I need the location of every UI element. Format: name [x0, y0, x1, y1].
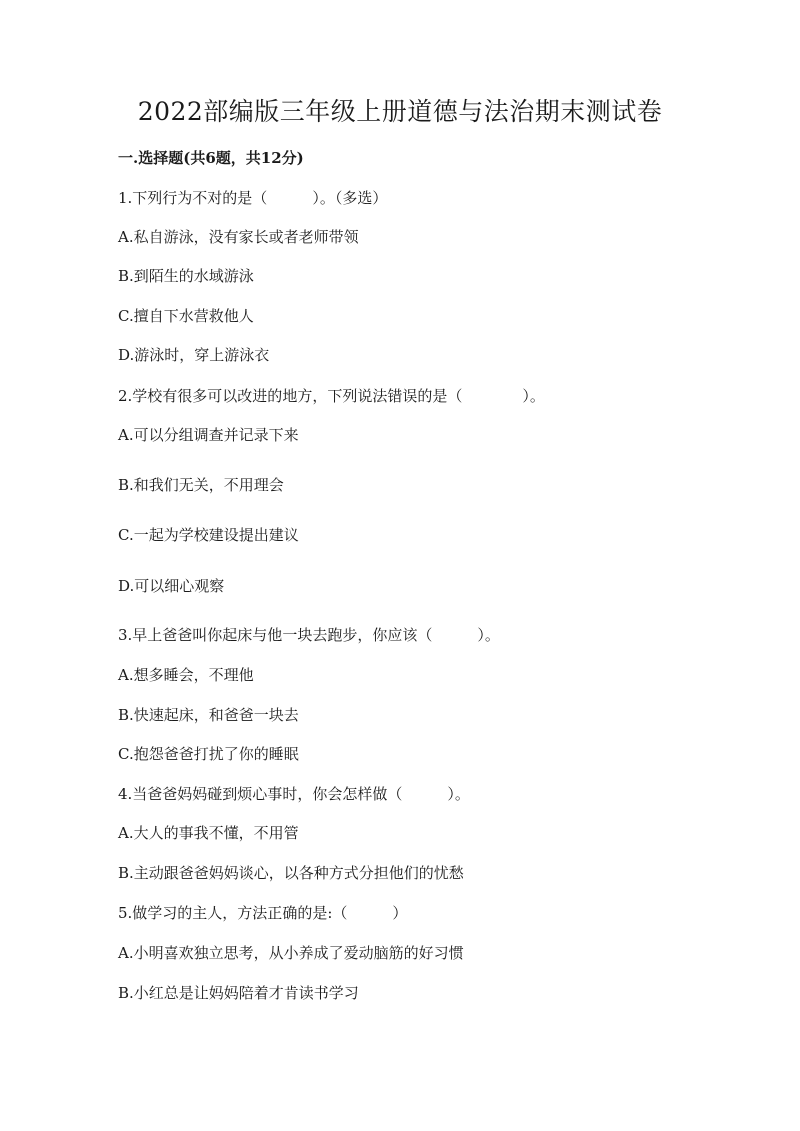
question-stem: 2.学校有很多可以改进的地方，下列说法错误的是（ ）。 [118, 387, 545, 405]
option-a: A.私自游泳，没有家长或者老师带领 [118, 228, 359, 246]
option-c: C.一起为学校建设提出建议 [118, 526, 299, 544]
option-b: B.小红总是让妈妈陪着才肯读书学习 [118, 984, 359, 1002]
page-title: 2022部编版三年级上册道德与法治期末测试卷 [137, 97, 663, 126]
option-a: A.大人的事我不懂，不用管 [118, 824, 299, 842]
option-c: C.抱怨爸爸打扰了你的睡眠 [118, 745, 299, 763]
question-stem: 1.下列行为不对的是（ ）。（多选） [118, 189, 388, 207]
option-a: A.小明喜欢独立思考，从小养成了爱动脑筋的好习惯 [118, 944, 464, 962]
option-a: A.想多睡会，不理他 [118, 666, 254, 684]
option-b: B.快速起床，和爸爸一块去 [118, 706, 299, 724]
question-stem: 3.早上爸爸叫你起床与他一块去跑步，你应该（ ）。 [118, 626, 500, 644]
option-c: C.擅自下水营救他人 [118, 307, 254, 325]
option-d: D.游泳时，穿上游泳衣 [118, 346, 270, 364]
option-b: B.到陌生的水域游泳 [118, 267, 254, 285]
option-a: A.可以分组调查并记录下来 [118, 426, 299, 444]
option-d: D.可以细心观察 [118, 577, 225, 595]
section-heading: 一.选择题(共6题，共12分) [118, 149, 304, 167]
question-stem: 5.做学习的主人，方法正确的是:（ ） [118, 904, 408, 922]
question-stem: 4.当爸爸妈妈碰到烦心事时，你会怎样做（ ）。 [118, 785, 470, 803]
option-b: B.主动跟爸爸妈妈谈心，以各种方式分担他们的忧愁 [118, 864, 464, 882]
option-b: B.和我们无关，不用理会 [118, 476, 284, 494]
